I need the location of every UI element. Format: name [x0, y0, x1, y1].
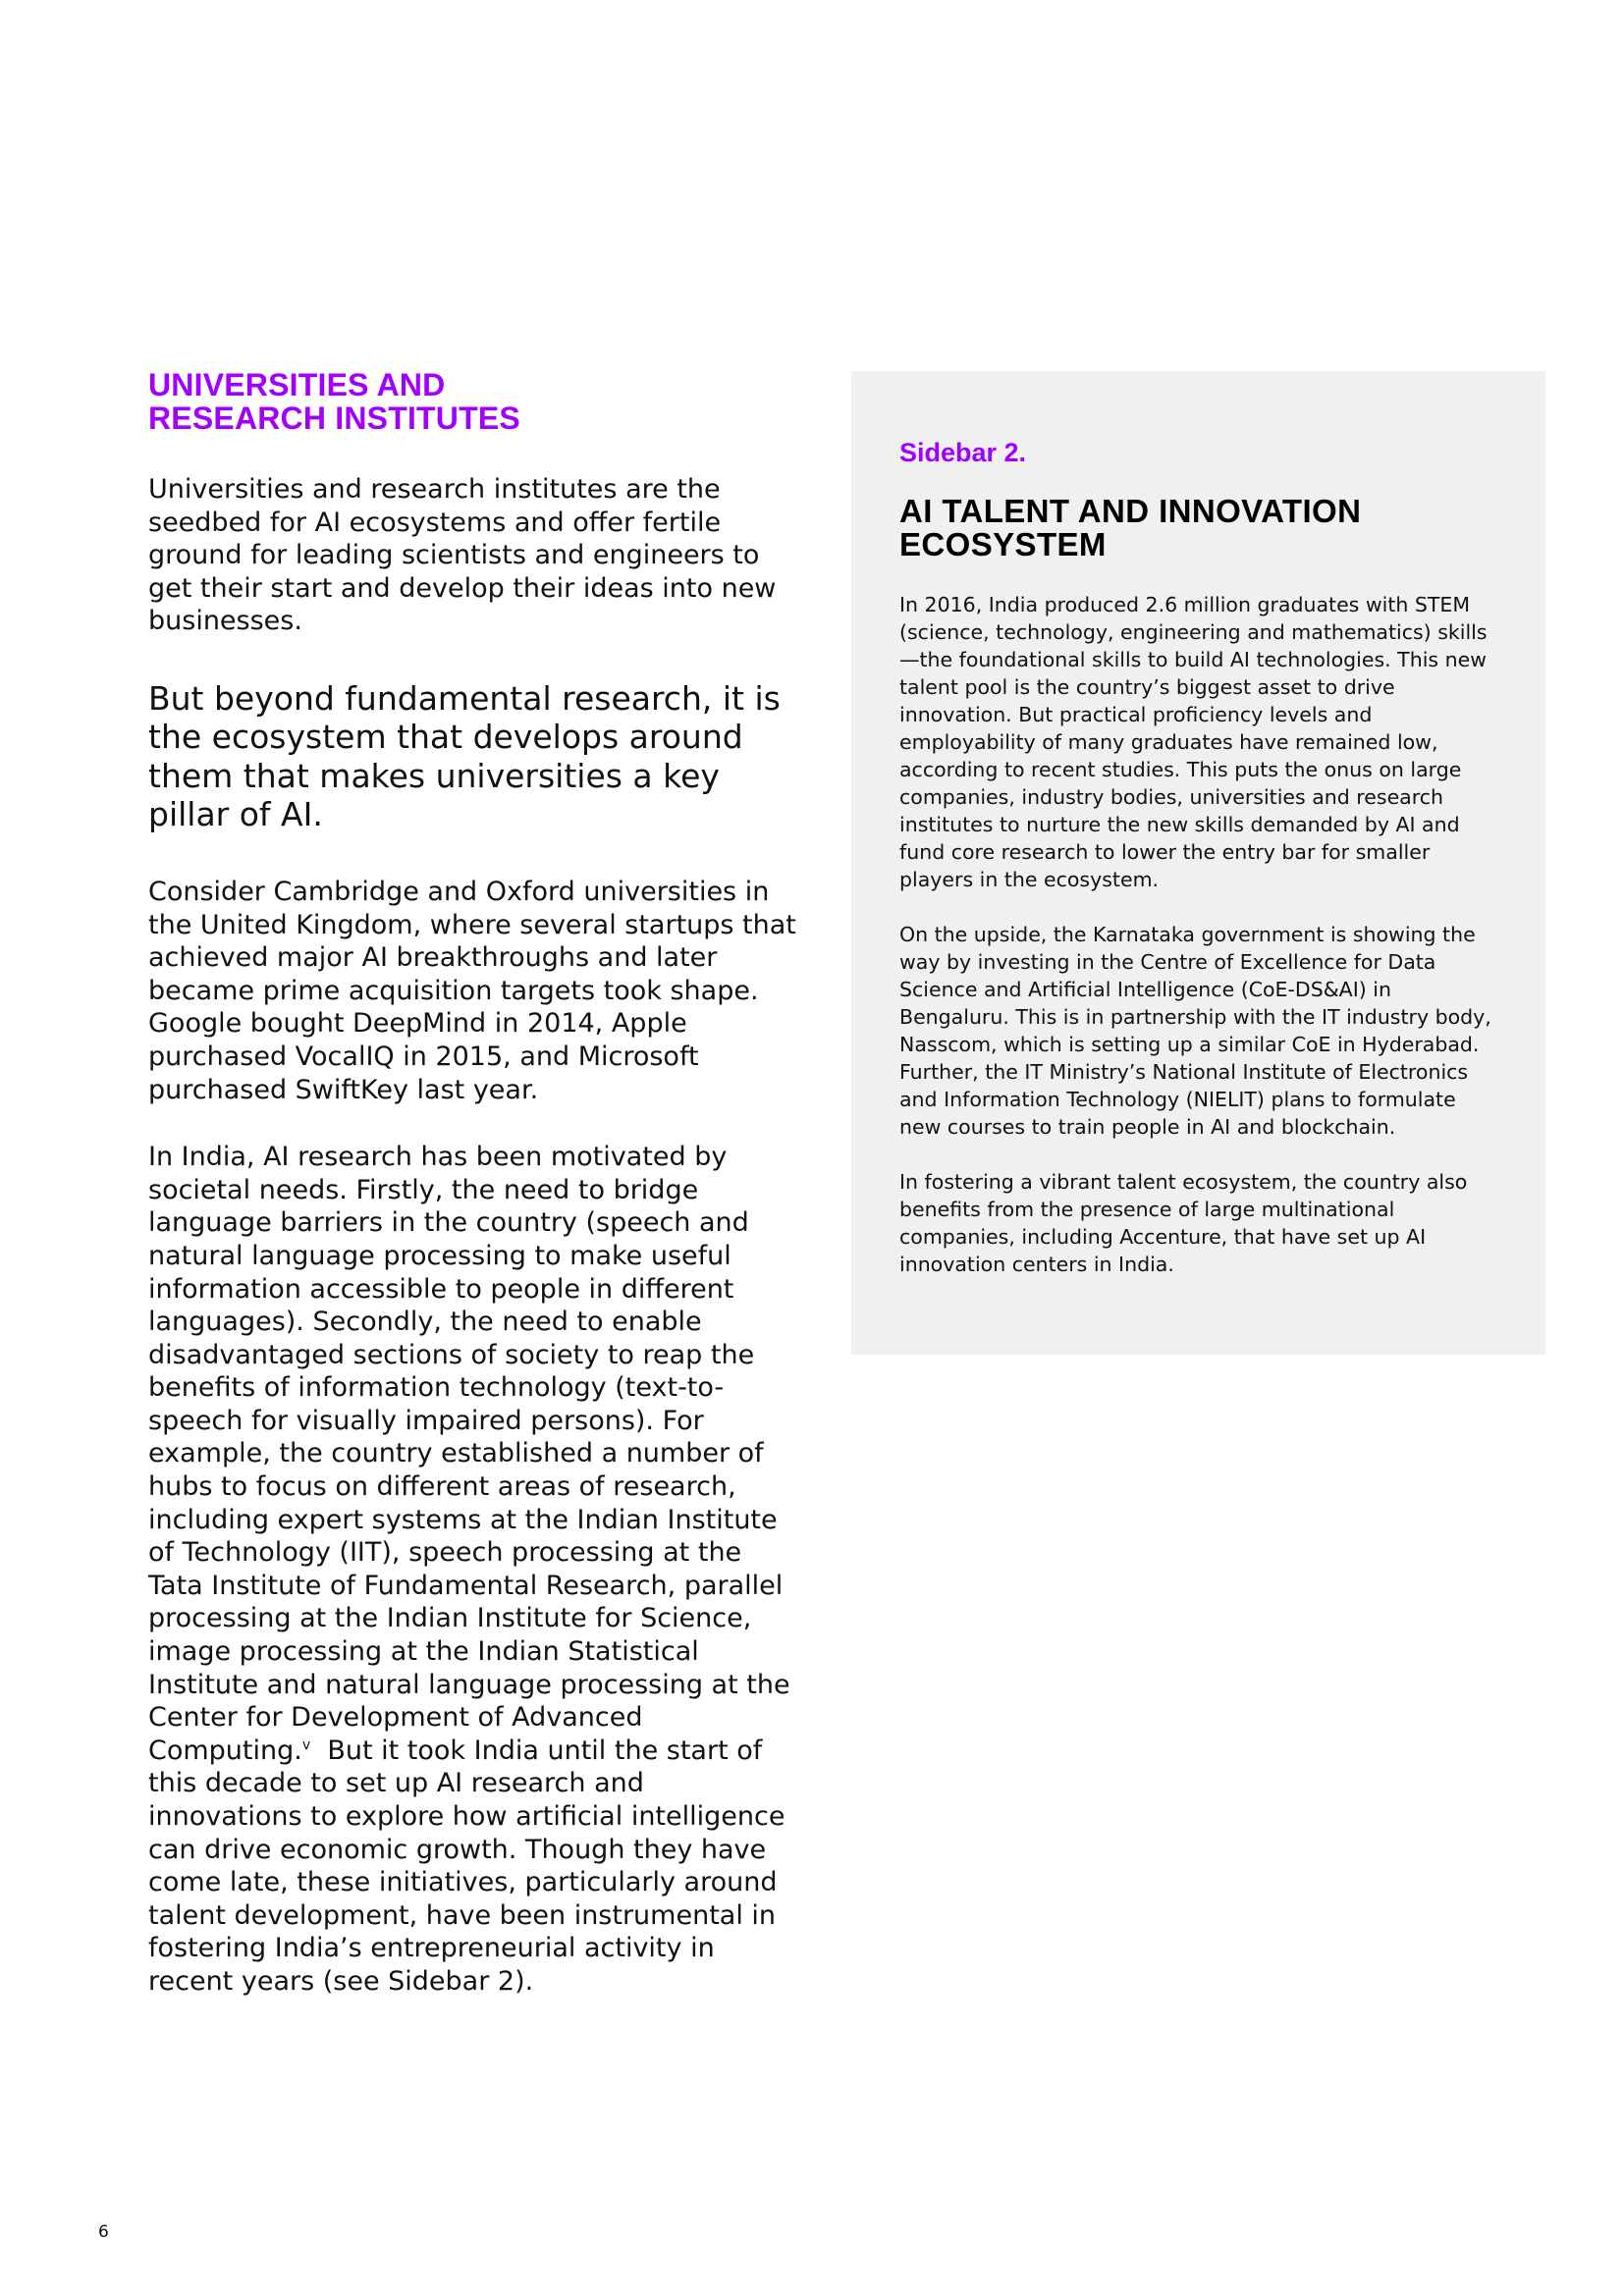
sidebar-box — [851, 371, 1545, 1355]
sidebar-karnataka-paragraph: On the upside, the Karnataka government is showing the way by investing in the Centre of Excellence for Data Science and Artificial Intelligence (CoE-DS&AI) in Bengaluru. This is in partnership with the IT industry body, Nasscom, which is setting up a similar CoE in Hyderabad. Further, the IT Ministry’s National Institute of Electronics and Information Technology (NIELIT) plans to formulate new courses to train people in AI and blockchain. — [899, 923, 1491, 1139]
cambridge-oxford-paragraph: Consider Cambridge and Oxford universities in the United Kingdom, where several startups that achieved major AI breakthroughs and later became prime acquisition targets took shape. Google bought DeepMind in 2014, Apple purchased VocalIQ in 2015, and Microsoft purchased SwiftKey last year. — [148, 876, 796, 1105]
main-column — [148, 368, 796, 1999]
india-research-text-part-1: In India, AI research has been motivated by societal needs. Firstly, the need to bridge language barriers in the country (speech and natural language processing to make useful information accessible to people in different languages). Secondly, the need to enable disadvantaged sections of society to reap the benefits of information technology (text-to-speech for visually impaired persons). For example, the country established a number of hubs to focus on different areas of research, including expert systems at the Indian Institute of Technology (IIT), speech processing at the Tata Institute of Fundamental Research, parallel processing at the Indian Institute for Science, image processing at the Indian Statistical Institute and natural language processing at the Center for Development of Advanced Computing. — [148, 1142, 790, 1766]
sidebar-title-line-1: AI TALENT AND INNOVATION — [899, 493, 1362, 529]
sidebar-multinational-paragraph: In fostering a vibrant talent ecosystem, the country also benefits from the presence of large multinational companies, including Accenture, that have set up AI innovation centers in India. — [899, 1170, 1468, 1276]
intro-paragraph: Universities and research institutes are the seedbed for AI ecosystems and offer fertile ground for leading scientists and engineers to get their start and develop their ideas into new businesses. — [148, 474, 777, 637]
page-number: 6 — [98, 2222, 109, 2242]
india-research-text-part-2: But it took India until the start of this decade to set up AI research and innovations to explore how artificial intelligence can drive economic growth. Though they have come late, these initiatives, particularly around talent development, have been instrumental in fostering India’s entrepreneurial activity in recent years (see Sidebar 2). — [148, 1735, 785, 1997]
section-title — [148, 368, 796, 435]
sidebar-title — [899, 495, 1496, 561]
sidebar-label: Sidebar 2. — [899, 438, 1027, 467]
section-title-line-2: RESEARCH INSTITUTES — [148, 400, 520, 436]
footnote-reference[interactable]: v — [301, 1736, 311, 1753]
section-title-line-1: UNIVERSITIES AND — [148, 367, 446, 402]
sidebar-title-line-2: ECOSYSTEM — [899, 526, 1107, 562]
india-research-paragraph — [148, 1141, 796, 1998]
sidebar-stem-paragraph: In 2016, India produced 2.6 million graduates with STEM (science, technology, engineering and mathematics) skills—the foundational skills to build AI technologies. This new talent pool is the country’s biggest asset to drive innovation. But practical proficiency levels and employability of many graduates have remained low, according to recent studies. This puts the onus on large companies, industry bodies, universities and research institutes to nurture the new skills demanded by AI and fund core research to lower the entry bar for smaller players in the ecosystem. — [899, 593, 1488, 891]
pull-quote: But beyond fundamental research, it is the ecosystem that develops around them that makes universities a key pillar of AI. — [148, 678, 781, 834]
